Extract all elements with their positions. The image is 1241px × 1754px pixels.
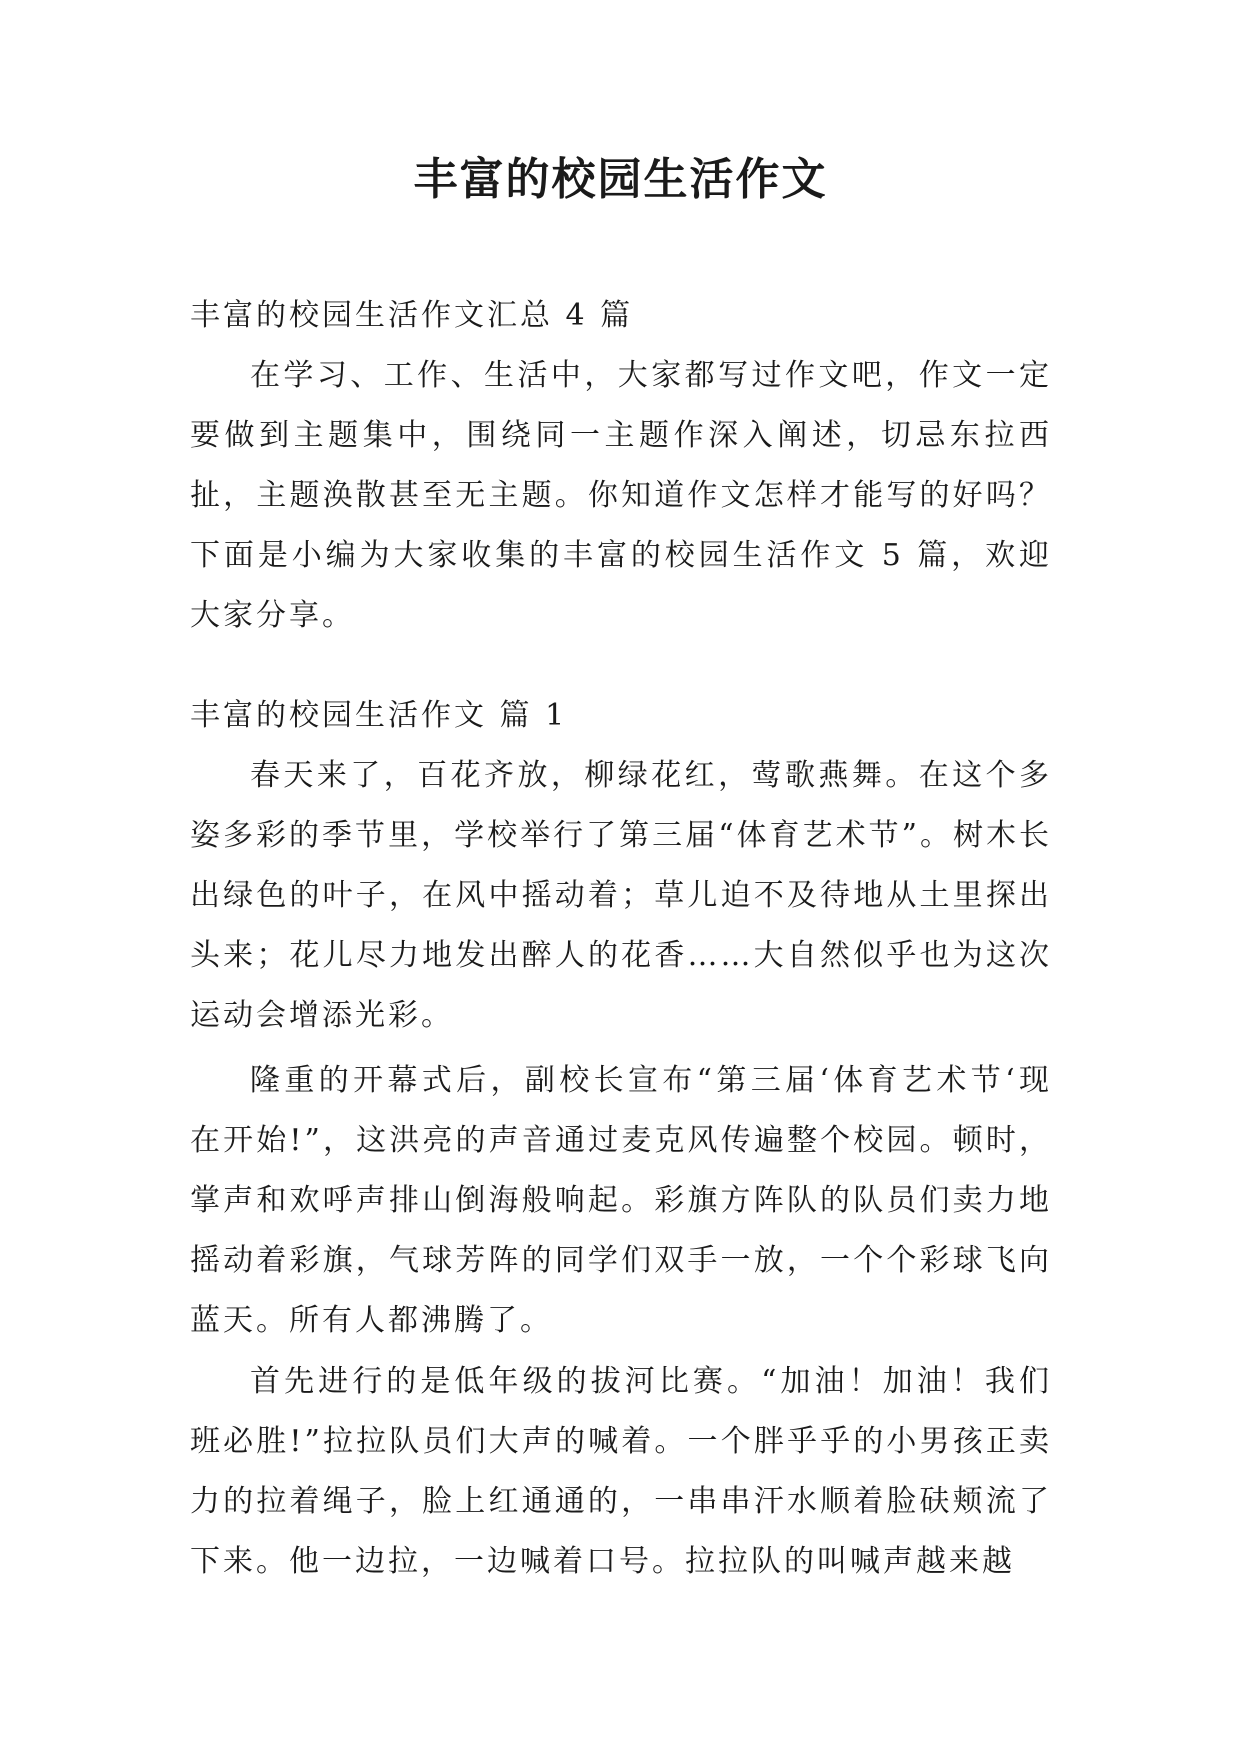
intro-paragraph: 在学习、工作、生活中，大家都写过作文吧，作文一定要做到主题集中，围绕同一主题作深入阐述，切忌东拉西扯，主题涣散甚至无主题。你知道作文怎样才能写的好吗？下面是小编为大家收集的丰富的校园生活作文 5 篇，欢迎大家分享。 xyxy=(190,358,1052,633)
document-title: 丰富的校园生活作文 xyxy=(413,154,828,205)
body-paragraph: 隆重的开幕式后，副校长宣布“第三届‘体育艺术节‘现在开始!”，这洪亮的声音通过麦克风传遍整个校园。顿时，掌声和欢呼声排山倒海般响起。彩旗方阵队的队员们卖力地摇动着彩旗，气球芳阵的同学们双手一放，一个个彩球飞向蓝天。所有人都沸腾了。 xyxy=(190,1063,1052,1338)
body-paragraph: 首先进行的是低年级的拔河比赛。“加油！加油！我们班必胜!”拉拉队员们大声的喊着。一个胖乎乎的小男孩正卖力的拉着绳子，脸上红通通的，一串串汗水顺着脸砆颊流了下来。他一边拉，一边喊着口号。拉拉队的叫喊声越来越 xyxy=(190,1364,1052,1579)
body-paragraph: 春天来了，百花齐放，柳绿花红，莺歌燕舞。在这个多姿多彩的季节里，学校举行了第三届“体育艺术节”。树木长出绿色的叶子，在风中摇动着；草儿迫不及待地从土里探出头来；花儿尽力地发出醉人的花香……大自然似乎也为这次运动会增添光彩。 xyxy=(190,758,1052,1033)
summary-heading: 丰富的校园生活作文汇总 4 篇 xyxy=(190,298,634,333)
section-heading: 丰富的校园生活作文 篇 1 xyxy=(190,698,568,733)
